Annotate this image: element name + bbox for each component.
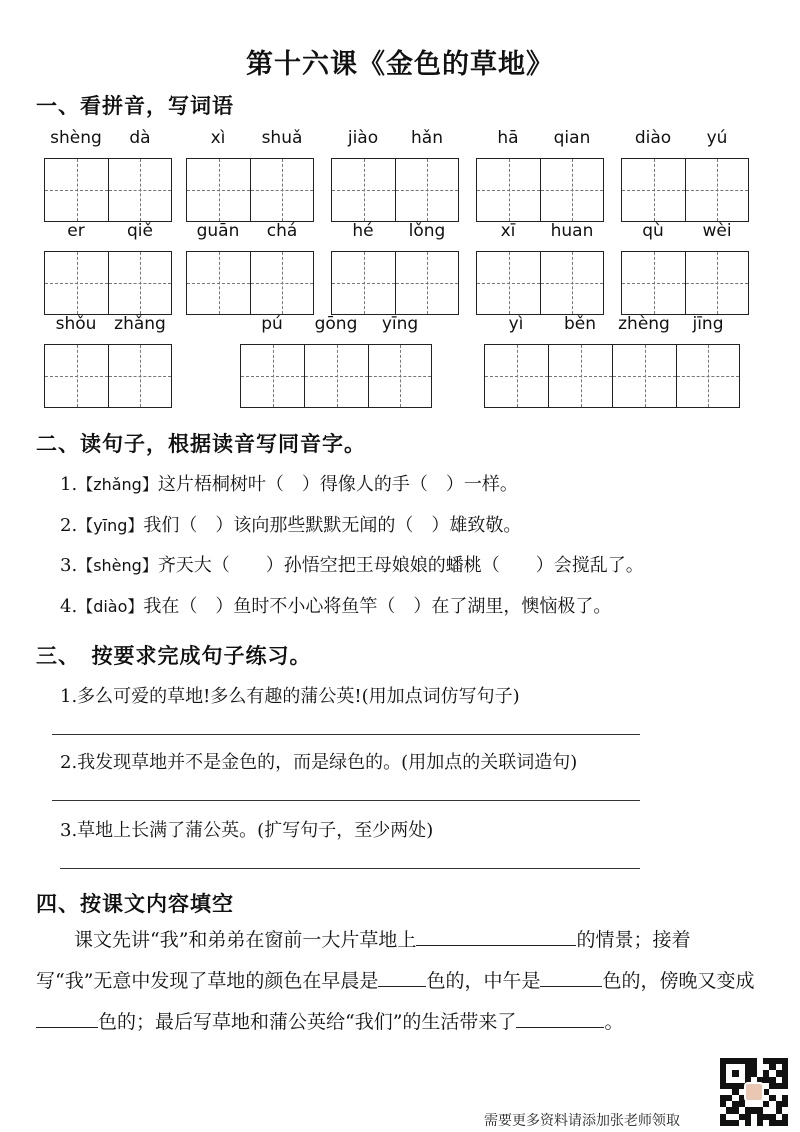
pinyin-syllable: er [67,221,85,241]
character-writing-box[interactable] [304,344,368,408]
page-title: 第十六课《金色的草地》 [246,49,554,80]
paragraph-text-4: 色的，傍晚又变成 [602,970,755,992]
paragraph-text-3: 色的，中午是 [426,970,541,992]
homophone-item-2 [60,511,521,537]
pinyin-syllable: shuǎ [261,128,303,148]
avatar [744,1082,764,1102]
word-group [44,314,172,408]
character-writing-box[interactable] [250,158,314,222]
footer-note: 需要更多资料请添加张老师领取 [484,1113,680,1129]
character-writing-box[interactable] [44,251,108,315]
word-group [44,128,172,222]
answer-line-3[interactable] [60,868,640,869]
word-group [331,128,459,222]
pinyin-syllable: qiě [127,221,153,241]
section-4-heading: 四、按课文内容填空 [36,892,234,916]
homophone-item-3 [60,551,644,577]
section-2-heading: 二、读句子，根据读音写同音字。 [36,432,366,456]
word-group [476,128,604,222]
blank-noon-color[interactable] [540,967,602,987]
item-pinyin: 【yīng】 [77,516,144,535]
character-writing-box[interactable] [44,344,108,408]
character-writing-box[interactable] [108,251,172,315]
answer-line-2[interactable] [52,800,640,801]
pinyin-syllable: xī [500,221,516,241]
blank-morning-color[interactable] [378,967,426,987]
sentence-exercise-3: 3.草地上长满了蒲公英。(扩写句子，至少两处) [60,820,434,841]
character-writing-box[interactable] [621,158,685,222]
character-writing-box[interactable] [44,158,108,222]
character-writing-box[interactable] [540,251,604,315]
pinyin-syllable: diào [634,128,672,148]
character-writing-box[interactable] [676,344,740,408]
word-group [240,314,432,408]
character-writing-box[interactable] [685,158,749,222]
character-writing-box[interactable] [621,251,685,315]
item-sentence: 齐天大（ ）孙悟空把王母娘娘的蟠桃（ ）会搅乱了。 [157,555,644,576]
item-number: 3. [60,555,78,576]
blank-scene[interactable] [416,926,576,946]
item-sentence: 我在（ ）鱼时不小心将鱼竿（ ）在了湖里，懊恼极了。 [143,596,612,617]
pinyin-syllable: jīng [692,314,724,334]
character-writing-box[interactable] [186,251,250,315]
section-1-heading: 一、看拼音，写词语 [36,94,234,118]
character-writing-box[interactable] [395,251,459,315]
character-writing-box[interactable] [368,344,432,408]
pinyin-syllable: qian [553,128,591,148]
character-writing-box[interactable] [476,251,540,315]
pinyin-syllable: yú [706,128,728,148]
item-sentence: 我们（ ）该向那些默默无闻的（ ）雄致敬。 [143,515,522,536]
pinyin-syllable: zhǎng [114,314,166,334]
word-group [484,314,740,408]
pinyin-syllable: shèng [50,128,102,148]
word-group [186,221,314,315]
item-number: 1. [60,474,78,495]
section-3-heading: 三、 按要求完成句子练习。 [36,644,312,668]
pinyin-syllable: hǎn [411,128,443,148]
character-writing-box[interactable] [331,251,395,315]
homophone-item-4 [60,592,611,618]
pinyin-syllable: shǒu [55,314,97,334]
paragraph-text-2: 的情景；接着写“我”无意中发现了草地的颜色在早晨是 [36,929,691,992]
item-pinyin: 【zhǎng】 [77,475,158,494]
pinyin-syllable: xì [210,128,226,148]
pinyin-syllable: huan [550,221,594,241]
character-writing-box[interactable] [548,344,612,408]
blank-evening-color[interactable] [36,1008,98,1028]
character-writing-box[interactable] [476,158,540,222]
word-group [186,128,314,222]
sentence-exercise-1: 1.多么可爱的草地!多么有趣的蒲公英!(用加点词仿写句子) [60,686,520,707]
character-writing-box[interactable] [186,158,250,222]
item-number: 2. [60,515,78,536]
paragraph-text-6: 。 [604,1011,624,1033]
item-pinyin: 【diào】 [77,597,144,616]
item-number: 4. [60,596,78,617]
item-sentence: 这片梧桐树叶（ ）得像人的手（ ）一样。 [157,474,518,495]
character-writing-box[interactable] [484,344,548,408]
word-group [44,221,172,315]
pinyin-syllable: jiào [347,128,379,148]
pinyin-syllable: pú [261,314,283,334]
fill-in-paragraph [36,920,766,1043]
character-writing-box[interactable] [250,251,314,315]
pinyin-syllable: chá [266,221,298,241]
pinyin-syllable: lǒng [408,221,446,241]
character-writing-box[interactable] [240,344,304,408]
answer-line-1[interactable] [52,734,640,735]
pinyin-syllable: wèi [702,221,732,241]
pinyin-syllable: běn [563,314,597,334]
pinyin-syllable: dà [129,128,151,148]
blank-brought-to-life[interactable] [516,1008,604,1028]
homophone-item-1 [60,470,518,496]
character-writing-box[interactable] [395,158,459,222]
pinyin-syllable: hé [352,221,374,241]
character-writing-box[interactable] [331,158,395,222]
qr-code-icon [720,1058,788,1126]
word-group [621,221,749,315]
word-group [331,221,459,315]
pinyin-syllable: guān [196,221,240,241]
character-writing-box[interactable] [108,344,172,408]
word-group [621,128,749,222]
sentence-exercise-2: 2.我发现草地并不是金色的，而是绿色的。(用加点的关联词造句) [60,752,578,773]
pinyin-syllable: zhèng [618,314,670,334]
character-writing-box[interactable] [108,158,172,222]
character-writing-box[interactable] [612,344,676,408]
character-writing-box[interactable] [540,158,604,222]
character-writing-box[interactable] [685,251,749,315]
pinyin-syllable: yīng [381,314,419,334]
pinyin-syllable: gōng [314,314,358,334]
paragraph-text-1: 课文先讲“我”和弟弟在窗前一大片草地上 [74,929,417,951]
item-pinyin: 【shèng】 [77,556,158,575]
pinyin-syllable: yì [508,314,524,334]
pinyin-syllable: hā [497,128,519,148]
word-group [476,221,604,315]
pinyin-syllable: qù [642,221,664,241]
paragraph-text-5: 色的；最后写草地和蒲公英给“我们”的生活带来了 [98,1011,517,1033]
